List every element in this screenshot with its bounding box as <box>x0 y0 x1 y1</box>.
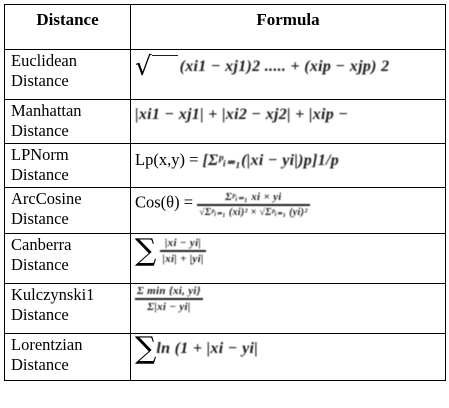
formula-numerator: |xi − yi| <box>160 237 205 252</box>
table-row-euclidean <box>5 50 446 100</box>
distance-name-cell <box>5 144 131 188</box>
summation-symbol: ∑ <box>135 333 157 366</box>
distance-name-line2: Distance <box>11 305 69 324</box>
distance-name-line1: Manhattan <box>11 101 82 120</box>
distance-formula-table <box>4 4 446 381</box>
distance-name-line2: Distance <box>11 209 69 228</box>
distance-name-line1: ArcCosine <box>11 189 82 208</box>
formula-fraction <box>197 190 309 218</box>
distance-name-cell <box>5 284 131 334</box>
distance-name-line1: Canberra <box>11 235 72 254</box>
formula-prefix: Lp(x,y) = <box>135 150 203 169</box>
table-row-kulczynski1 <box>5 284 446 334</box>
table-row-manhattan <box>5 100 446 144</box>
distance-name-line2: Distance <box>11 165 69 184</box>
header-distance: Distance <box>5 5 131 50</box>
formula-denominator: |xi| + |yi| <box>162 253 204 265</box>
formula-numerator: Σᵖᵢ₌₁ xi × yi <box>197 190 309 206</box>
table-row-lorentzian <box>5 334 446 381</box>
distance-name-line1: Euclidean <box>11 51 77 70</box>
distance-name-line2: Distance <box>11 71 69 90</box>
distance-name-cell <box>5 334 131 381</box>
distance-name-line1: Lorentzian <box>11 335 83 354</box>
square-root-symbol: √ <box>135 52 152 82</box>
formula-text: ln (1 + |xi − yi| <box>156 340 259 357</box>
distance-name-line2: Distance <box>11 121 69 140</box>
formula-text: (xi1 − xj1)2 ..... + (xip − xjp) 2 <box>179 57 390 75</box>
distance-name-line2: Distance <box>11 355 69 374</box>
distance-name-line2: Distance <box>11 255 69 274</box>
distance-name-line1: LPNorm <box>11 145 69 164</box>
formula-cell <box>131 188 446 234</box>
header-formula: Formula <box>131 5 446 50</box>
distance-name-line1: Kulczynski1 <box>11 285 95 304</box>
distance-name-cell <box>5 234 131 284</box>
formula-cell <box>131 284 446 334</box>
distance-name-cell <box>5 100 131 144</box>
distance-name-cell <box>5 50 131 100</box>
distance-name-cell <box>5 188 131 234</box>
table-row-lpnorm <box>5 144 446 188</box>
formula-numerator: Σ min {xi, yi} <box>135 285 203 300</box>
table-row-arccosine <box>5 188 446 234</box>
formula-cell <box>131 334 446 381</box>
formula-fraction <box>135 285 203 313</box>
formula-cell <box>131 50 446 100</box>
table-row-canberra <box>5 234 446 284</box>
formula-text: [Σᵖᵢ₌₁(|xi − yi|)p]1/p <box>202 152 340 169</box>
formula-prefix: Cos(θ) = <box>135 192 198 212</box>
summation-symbol: ∑ <box>135 233 157 268</box>
formula-cell <box>131 234 446 284</box>
formula-denominator: Σ|xi − yi| <box>147 301 191 313</box>
formula-denominator: √Σᵖᵢ₌₁ (xi)² × √Σᵖᵢ₌₁ (yi)² <box>199 207 308 218</box>
formula-cell <box>131 144 446 188</box>
formula-cell <box>131 100 446 144</box>
formula-text: |xi1 − xj1| + |xi2 − xj2| + |xip − <box>135 106 349 123</box>
formula-fraction <box>160 237 205 265</box>
